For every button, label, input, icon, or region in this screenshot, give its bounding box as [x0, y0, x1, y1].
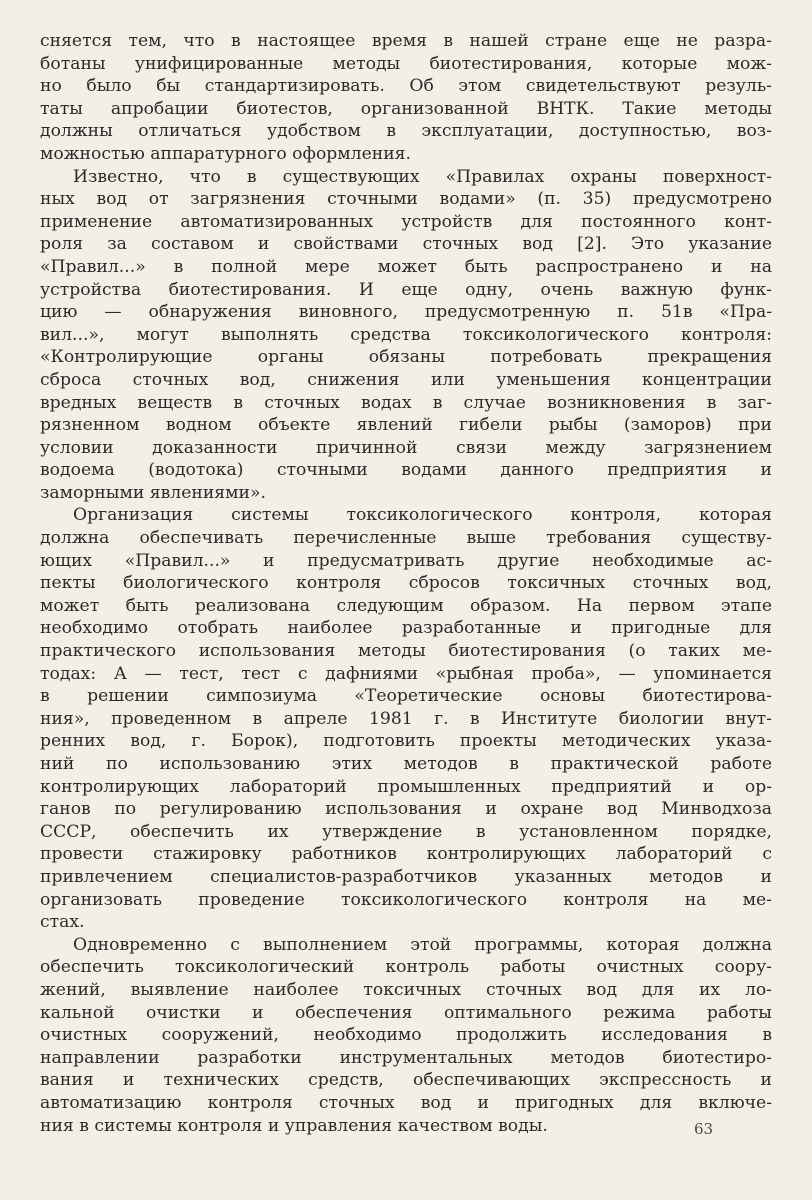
paragraph-1: [40, 30, 772, 166]
text-line: «Правил...» в полной мере может быть распространено и на: [40, 256, 772, 277]
text-line: вания и технических средств, обеспечивающих экспрессность и: [40, 1070, 772, 1091]
text-line: ния в системы контроля и управления качеством воды.: [40, 1115, 548, 1136]
text-line: пекты биологического контроля сбросов токсичных сточных вод,: [40, 573, 772, 594]
text-line: очистных сооружений, необходимо продолжить исследования в: [40, 1025, 772, 1046]
text-line: ботаны унифицированные методы биотестирования, которые мож-: [40, 53, 772, 74]
text-line: «Контролирующие органы обязаны потребовать прекращения: [40, 347, 772, 368]
page-number: 63: [694, 1120, 714, 1138]
text-line: вил...», могут выполнять средства токсикологического контроля:: [40, 324, 772, 345]
text-line: кальной очистки и обеспечения оптимального режима работы: [40, 1002, 772, 1023]
text-line: ющих «Правил...» и предусматривать другие необходимые ас-: [40, 550, 772, 571]
text-line: ганов по регулированию использования и охране вод Минводхоза: [40, 799, 772, 820]
text-line: вредных веществ в сточных водах в случае возникновения в заг-: [40, 392, 772, 413]
paragraph-2: [40, 166, 772, 505]
paragraph-3: [40, 504, 772, 933]
text-line: таты апробации биотестов, организованной ВНТК. Такие методы: [40, 98, 772, 119]
text-line: сброса сточных вод, снижения или уменьшения концентрации: [40, 369, 772, 390]
text-line: должны отличаться удобством в эксплуатации, доступностью, воз-: [40, 121, 772, 142]
body-text: [40, 30, 772, 1137]
text-line: Одновременно с выполнением этой программы, которая должна: [73, 934, 772, 955]
text-line: ний по использованию этих методов в практической работе: [40, 754, 772, 774]
text-line: должна обеспечивать перечисленные выше требования существу-: [40, 528, 772, 549]
text-line: практического использования методы биотестирования (о таких ме-: [40, 641, 772, 662]
text-line: в решении симпозиума «Теоретические основы биотестирова-: [40, 686, 772, 707]
text-line: применение автоматизированных устройств для постоянного конт-: [40, 211, 772, 232]
text-line: условии доказанности причинной связи между загрязнением: [40, 437, 772, 458]
text-line: цию — обнаружения виновного, предусмотренную п. 51в «Пра-: [40, 302, 772, 323]
text-line: рязненном водном объекте явлений гибели рыбы (заморов) при: [40, 415, 772, 436]
text-line: устройства биотестирования. И еще одну, очень важную функ-: [40, 279, 772, 300]
text-line: может быть реализована следующим образом. На первом этапе: [40, 595, 772, 616]
text-line: необходимо отобрать наиболее разработанные и пригодные для: [40, 618, 772, 639]
text-line: Известно, что в существующих «Правилах охраны поверхност-: [73, 166, 772, 187]
text-line: Организация системы токсикологического контроля, которая: [73, 505, 772, 526]
text-line: СССР, обеспечить их утверждение в установленном порядке,: [40, 821, 772, 842]
text-line: можностью аппаратурного оформления.: [40, 143, 411, 164]
text-line: ных вод от загрязнения сточными водами» (п. 35) предусмотрено: [40, 189, 772, 210]
text-line: провести стажировку работников контролирующих лабораторий с: [40, 844, 772, 865]
text-line: ния», проведенном в апреле 1981 г. в Институте биологии внут-: [40, 708, 772, 729]
text-line: организовать проведение токсикологического контроля на ме-: [40, 889, 772, 910]
paragraph-4: [40, 934, 772, 1137]
text-line: обеспечить токсикологический контроль работы очистных соору-: [40, 957, 772, 978]
text-line: водоема (водотока) сточными водами данного предприятия и: [40, 460, 772, 481]
text-line: тодах: А — тест, тест с дафниями «рыбная проба», — упоминается: [40, 663, 772, 684]
text-line: автоматизацию контроля сточных вод и пригодных для включе-: [40, 1092, 772, 1113]
text-line: заморными явлениями».: [40, 482, 266, 503]
text-line: жений, выявление наиболее токсичных сточных вод для их ло-: [40, 979, 772, 1000]
text-line: контролирующих лабораторий промышленных предприятий и ор-: [40, 776, 772, 797]
text-line: привлечением специалистов-разработчиков указанных методов и: [40, 866, 772, 887]
text-line: стах.: [40, 912, 85, 933]
text-line: сняется тем, что в настоящее время в нашей стране еще не разра-: [40, 31, 772, 51]
text-line: роля за составом и свойствами сточных вод [2]. Это указание: [40, 234, 772, 255]
text-line: направлении разработки инструментальных методов биотестиро-: [40, 1047, 772, 1068]
text-line: ренних вод, г. Борок), подготовить проекты методических указа-: [40, 731, 772, 752]
text-line: но было бы стандартизировать. Об этом свидетельствуют резуль-: [40, 76, 772, 97]
